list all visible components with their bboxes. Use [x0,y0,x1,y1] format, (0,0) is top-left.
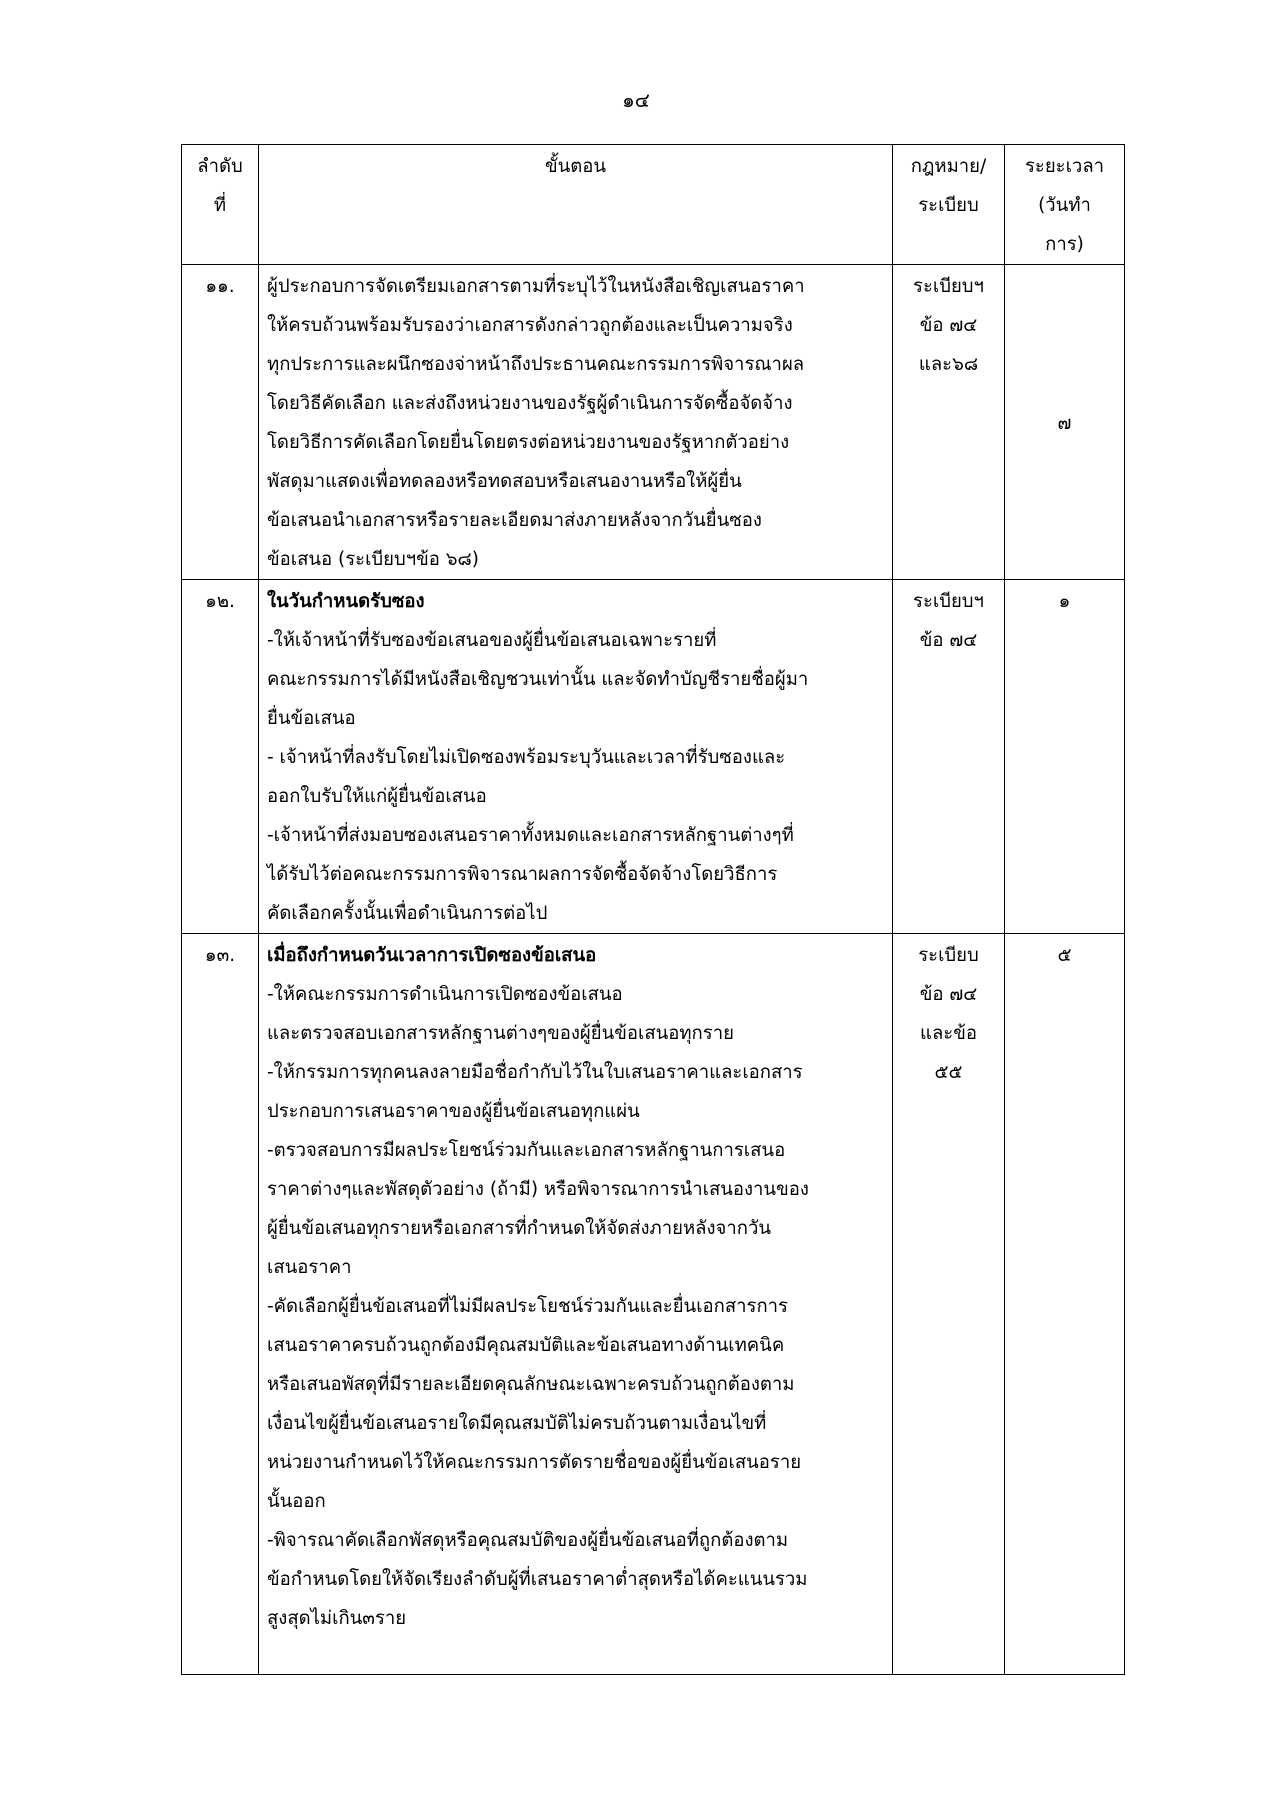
step-line: หน่วยงานกำหนดไว้ให้คณะกรรมการตัดรายชื่อของผู้ยื่นข้อเสนอราย [267,1452,802,1473]
step-line: ผู้ยื่นข้อเสนอทุกรายหรือเอกสารที่กำหนดให้จัดส่งภายหลังจากวัน [267,1218,772,1239]
step-line: เสนอราคา [267,1257,352,1278]
row-number: ๑๒. [182,580,259,934]
step-line: ออกใบรับให้แก่ผู้ยื่นข้อเสนอ [267,786,487,807]
law-line: และ๖๘ [918,354,979,375]
table-row [182,265,1125,580]
step-line: -ให้กรรมการทุกคนลงลายมือชื่อกำกับไว้ในใบเสนอราคาและเอกสาร [267,1062,803,1083]
law-line: และข้อ [920,1023,977,1044]
header-law-line: ระเบียบ [918,195,979,216]
row-number: ๑๑. [182,265,259,580]
step-line: โดยวิธีการคัดเลือกโดยยื่นโดยตรงต่อหน่วยงานของรัฐหากตัวอย่าง [267,432,790,453]
row-law [893,580,1005,934]
step-line: ยื่นข้อเสนอ [267,708,356,729]
law-line: ข้อ ๗๔ [919,630,978,651]
step-line: ให้ครบถ้วนพร้อมรับรองว่าเอกสารดังกล่าวถูกต้องและเป็นความจริง [267,315,793,336]
law-line: ระเบียบฯ [913,591,984,612]
row-law [893,934,1005,1675]
row-step [259,265,893,580]
row-step [259,580,893,934]
header-number [182,145,259,265]
step-line: เสนอราคาครบถ้วนถูกต้องมีคุณสมบัติและข้อเสนอทางด้านเทคนิค [267,1335,785,1356]
row-law [893,265,1005,580]
header-step-label: ขั้นตอน [544,156,607,177]
step-heading: ในวันกำหนดรับซอง [267,591,425,612]
row-number: ๑๓. [182,934,259,1675]
table-header-row [182,145,1125,265]
step-line: ประกอบการเสนอราคาของผู้ยื่นข้อเสนอทุกแผ่น [267,1101,640,1122]
step-line: -ให้คณะกรรมการดำเนินการเปิดซองข้อเสนอ [267,984,623,1005]
header-law [893,145,1005,265]
step-line: ผู้ประกอบการจัดเตรียมเอกสารตามที่ระบุไว้ในหนังสือเชิญเสนอราคา [267,276,805,297]
step-line: - เจ้าหน้าที่ลงรับโดยไม่เปิดซองพร้อมระบุวันและเวลาที่รับซองและ [267,747,786,768]
step-line: -เจ้าหน้าที่ส่งมอบซองเสนอราคาทั้งหมดและเอกสารหลักฐานต่างๆที่ [267,825,794,846]
law-line: ระเบียบฯ [913,276,984,297]
row-step [259,934,893,1675]
table-row [182,580,1125,934]
law-line: ระเบียบ [918,945,979,966]
procedure-table [181,144,1125,1675]
step-line: โดยวิธีคัดเลือก และส่งถึงหน่วยงานของรัฐผู้ดำเนินการจัดซื้อจัดจ้าง [267,393,793,414]
step-line: หรือเสนอพัสดุที่มีรายละเอียดคุณลักษณะเฉพาะครบถ้วนถูกต้องตาม [267,1374,795,1395]
step-line: นั้นออก [267,1491,326,1512]
step-line: ได้รับไว้ต่อคณะกรรมการพิจารณาผลการจัดซื้อจัดจ้างโดยวิธีการ [267,864,778,885]
step-line: เงื่อนไขผู้ยื่นข้อเสนอรายใดมีคุณสมบัติไม่ครบถ้วนตามเงื่อนไขที่ [267,1413,767,1434]
step-line: ข้อกำหนดโดยให้จัดเรียงลำดับผู้ที่เสนอราคาต่ำสุดหรือได้คะแนนรวม [267,1569,808,1590]
header-time-line: ระยะเวลา [1024,156,1105,177]
step-line: ข้อเสนอ (ระเบียบฯข้อ ๖๘) [267,549,480,570]
header-time-line: การ) [1045,234,1084,255]
step-line: คณะกรรมการได้มีหนังสือเชิญชวนเท่านั้น และจัดทำบัญชีรายชื่อผู้มา [267,669,809,690]
law-line: ข้อ ๗๔ [919,984,978,1005]
header-time [1005,145,1125,265]
step-line: ทุกประการและผนึกซองจ่าหน้าถึงประธานคณะกรรมการพิจารณาผล [267,354,805,375]
header-number-line: ลำดับ [197,156,243,177]
step-line: สูงสุดไม่เกิน๓ราย [267,1608,407,1629]
header-step [259,145,893,265]
step-line: -พิจารณาคัดเลือกพัสดุหรือคุณสมบัติของผู้ยื่นข้อเสนอที่ถูกต้องตาม [267,1530,789,1551]
step-line: และตรวจสอบเอกสารหลักฐานต่างๆของผู้ยื่นข้อเสนอทุกราย [267,1023,734,1044]
row-time: ๗ [1005,265,1125,580]
page-number: ๑๔ [622,88,650,112]
row-time: ๕ [1005,934,1125,1675]
step-line: -ตรวจสอบการมีผลประโยชน์ร่วมกันและเอกสารหลักฐานการเสนอ [267,1140,786,1161]
step-line: พัสดุมาแสดงเพื่อทดลองหรือทดสอบหรือเสนองานหรือให้ผู้ยื่น [267,471,742,492]
step-heading: เมื่อถึงกำหนดวันเวลาการเปิดซองข้อเสนอ [267,945,597,966]
header-law-line: กฎหมาย/ [910,156,987,177]
table-row [182,934,1125,1675]
law-line: ๕๕ [934,1062,963,1083]
step-line: -คัดเลือกผู้ยื่นข้อเสนอที่ไม่มีผลประโยชน์ร่วมกันและยื่นเอกสารการ [267,1296,788,1317]
header-number-line: ที่ [213,195,227,216]
step-line: -ให้เจ้าหน้าที่รับซองข้อเสนอของผู้ยื่นข้อเสนอเฉพาะรายที่ [267,630,717,651]
step-line: ข้อเสนอนำเอกสารหรือรายละเอียดมาส่งภายหลังจากวันยื่นซอง [267,510,762,531]
step-line: ราคาต่างๆและพัสดุตัวอย่าง (ถ้ามี) หรือพิจารณาการนำเสนองานของ [267,1179,809,1200]
header-time-line: (วันทำ [1038,195,1091,216]
step-line: คัดเลือกครั้งนั้นเพื่อดำเนินการต่อไป [267,903,548,924]
law-line: ข้อ ๗๔ [919,315,978,336]
row-time: ๑ [1005,580,1125,934]
